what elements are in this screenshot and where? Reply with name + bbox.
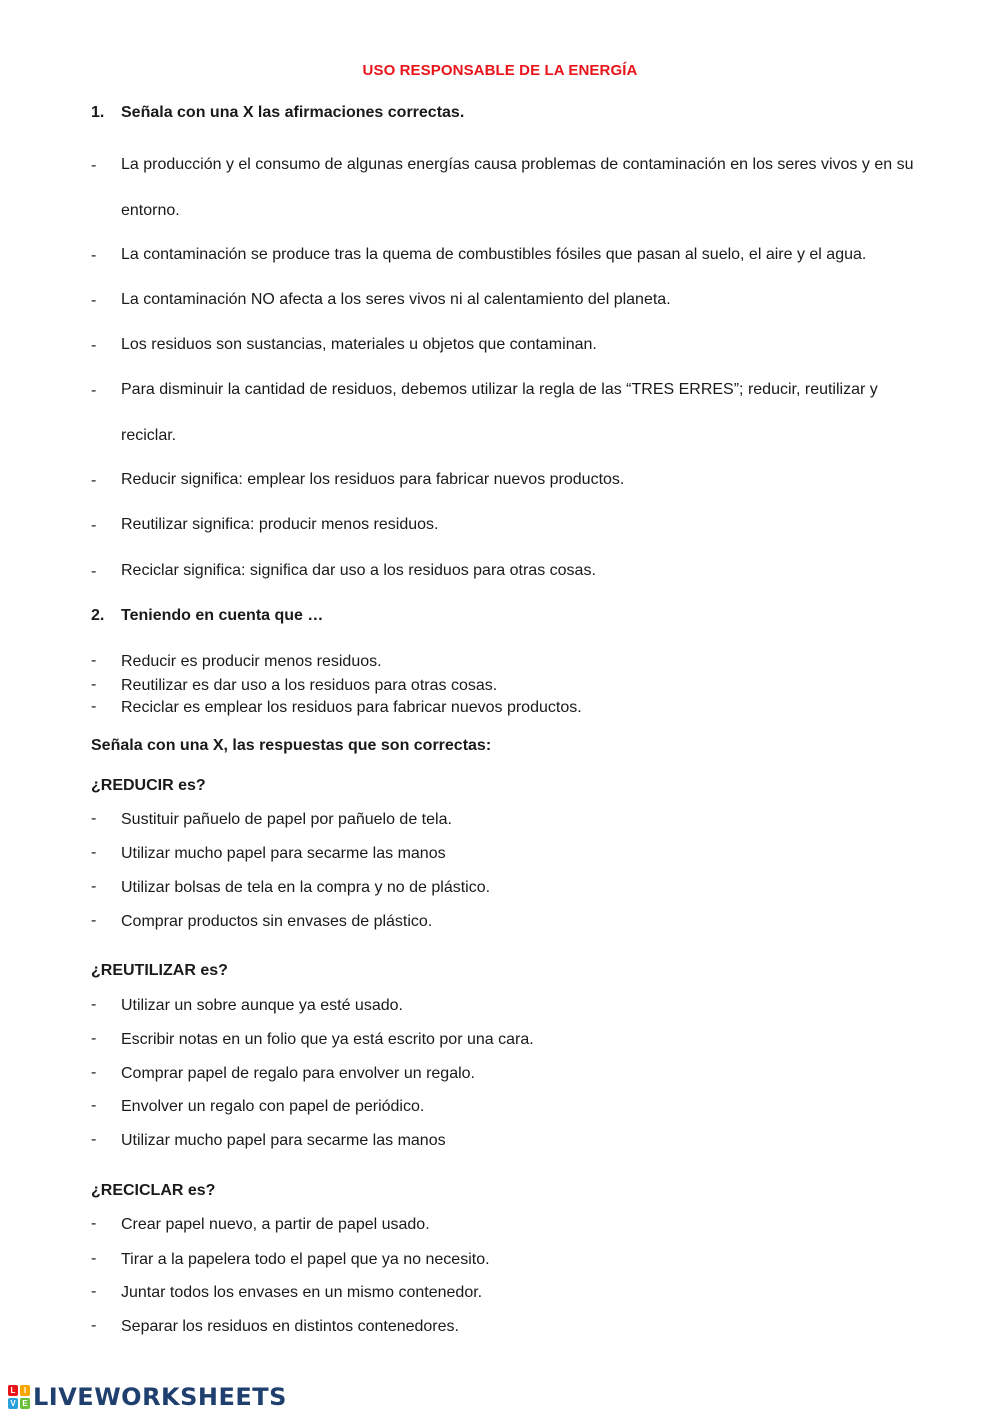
bullet-dash: -: [91, 517, 97, 534]
bullet-dash: -: [91, 844, 97, 861]
answer-text: Crear papel nuevo, a partir de papel usado.: [121, 1216, 430, 1233]
bullet-dash: -: [91, 337, 97, 354]
reutilizar-heading: ¿REUTILIZAR es?: [91, 962, 228, 979]
bullet-dash: -: [91, 676, 97, 693]
definition-item: [91, 698, 931, 718]
answer-option[interactable]: [91, 1250, 931, 1270]
bullet-dash: -: [91, 996, 97, 1013]
definition-item: [91, 652, 931, 672]
statement-text: Reutilizar significa: producir menos residuos.: [121, 516, 439, 533]
logo-mark-letter: V: [8, 1398, 18, 1409]
statement-item[interactable]: [91, 337, 931, 368]
question-1-number: 1.: [91, 104, 105, 121]
statement-text: La producción y el consumo de algunas energías causa problemas de contaminación en los seres vivos y en su entorno.: [121, 156, 914, 219]
question-1-heading: [91, 104, 464, 122]
question-2-heading: [91, 607, 323, 625]
definition-text: Reutilizar es dar uso a los residuos para otras cosas.: [121, 677, 498, 694]
answer-option[interactable]: [91, 844, 931, 864]
answer-option[interactable]: [91, 1317, 931, 1337]
statement-item[interactable]: [91, 472, 931, 503]
definition-text: Reciclar es emplear los residuos para fabricar nuevos productos.: [121, 699, 582, 716]
answer-text: Tirar a la papelera todo el papel que ya no necesito.: [121, 1251, 490, 1268]
answer-text: Comprar productos sin envases de plástico.: [121, 913, 433, 930]
statement-item[interactable]: [91, 382, 931, 459]
answer-text: Utilizar un sobre aunque ya esté usado.: [121, 997, 403, 1014]
bullet-dash: -: [91, 1097, 97, 1114]
answer-text: Utilizar mucho papel para secarme las manos: [121, 1132, 446, 1149]
answer-option[interactable]: [91, 810, 931, 830]
reciclar-heading: ¿RECICLAR es?: [91, 1182, 216, 1199]
definition-text: Reducir es producir menos residuos.: [121, 653, 382, 670]
definition-item: [91, 676, 931, 696]
bullet-dash: -: [91, 698, 97, 715]
answer-text: Juntar todos los envases en un mismo contenedor.: [121, 1284, 483, 1301]
answer-option[interactable]: [91, 912, 931, 932]
bullet-dash: -: [91, 247, 97, 264]
bullet-dash: -: [91, 157, 97, 174]
bullet-dash: -: [91, 1317, 97, 1334]
answer-text: Utilizar bolsas de tela en la compra y no de plástico.: [121, 879, 491, 896]
statement-text: Reciclar significa: significa dar uso a los residuos para otras cosas.: [121, 562, 596, 579]
answer-option[interactable]: [91, 1064, 931, 1084]
statement-item[interactable]: [91, 157, 931, 234]
statement-item[interactable]: [91, 517, 931, 548]
logo-mark-letter: I: [20, 1385, 30, 1396]
answer-option[interactable]: [91, 1131, 931, 1151]
page-title: USO RESPONSABLE DE LA ENERGÍA: [362, 62, 638, 79]
bullet-dash: -: [91, 1215, 97, 1232]
bullet-dash: -: [91, 382, 97, 399]
bullet-dash: -: [91, 912, 97, 929]
instruction-text: Señala con una X, las respuestas que son correctas:: [91, 737, 492, 754]
liveworksheets-logo: [8, 1382, 287, 1412]
bullet-dash: -: [91, 878, 97, 895]
answer-text: Sustituir pañuelo de papel por pañuelo de tela.: [121, 811, 452, 828]
statement-text: Para disminuir la cantidad de residuos, debemos utilizar la regla de las “TRES ERRES”; reducir, reutilizar y reciclar.: [121, 381, 878, 444]
statement-text: La contaminación NO afecta a los seres vivos ni al calentamiento del planeta.: [121, 291, 671, 308]
bullet-dash: -: [91, 472, 97, 489]
bullet-dash: -: [91, 1064, 97, 1081]
statement-item[interactable]: [91, 247, 931, 278]
bullet-dash: -: [91, 652, 97, 669]
logo-text: LIVEWORKSHEETS: [33, 1383, 287, 1411]
statement-text: Reducir significa: emplear los residuos para fabricar nuevos productos.: [121, 471, 625, 488]
statement-text: Los residuos son sustancias, materiales u objetos que contaminan.: [121, 336, 597, 353]
answer-text: Separar los residuos en distintos contenedores.: [121, 1318, 459, 1335]
answer-text: Escribir notas en un folio que ya está escrito por una cara.: [121, 1031, 534, 1048]
statement-item[interactable]: [91, 292, 931, 323]
bullet-dash: -: [91, 1250, 97, 1267]
answer-option[interactable]: [91, 1215, 931, 1235]
question-2-number: 2.: [91, 607, 105, 624]
bullet-dash: -: [91, 292, 97, 309]
answer-option[interactable]: [91, 878, 931, 898]
statement-item[interactable]: [91, 563, 931, 594]
logo-mark-icon: [8, 1385, 30, 1409]
bullet-dash: -: [91, 810, 97, 827]
answer-option[interactable]: [91, 996, 931, 1016]
answer-option[interactable]: [91, 1097, 931, 1117]
bullet-dash: -: [91, 1030, 97, 1047]
question-1-label: Señala con una X las afirmaciones correctas.: [121, 104, 465, 121]
bullet-dash: -: [91, 1131, 97, 1148]
answer-option[interactable]: [91, 1283, 931, 1303]
statement-text: La contaminación se produce tras la quema de combustibles fósiles que pasan al suelo, el aire y el agua.: [121, 246, 867, 263]
bullet-dash: -: [91, 563, 97, 580]
answer-option[interactable]: [91, 1030, 931, 1050]
logo-mark-letter: E: [20, 1398, 30, 1409]
answer-text: Comprar papel de regalo para envolver un regalo.: [121, 1065, 475, 1082]
answer-text: Envolver un regalo con papel de periódico.: [121, 1098, 425, 1115]
logo-mark-letter: L: [8, 1385, 18, 1396]
reducir-heading: ¿REDUCIR es?: [91, 777, 206, 794]
question-2-label: Teniendo en cuenta que …: [121, 607, 324, 624]
bullet-dash: -: [91, 1283, 97, 1300]
answer-text: Utilizar mucho papel para secarme las manos: [121, 845, 446, 862]
